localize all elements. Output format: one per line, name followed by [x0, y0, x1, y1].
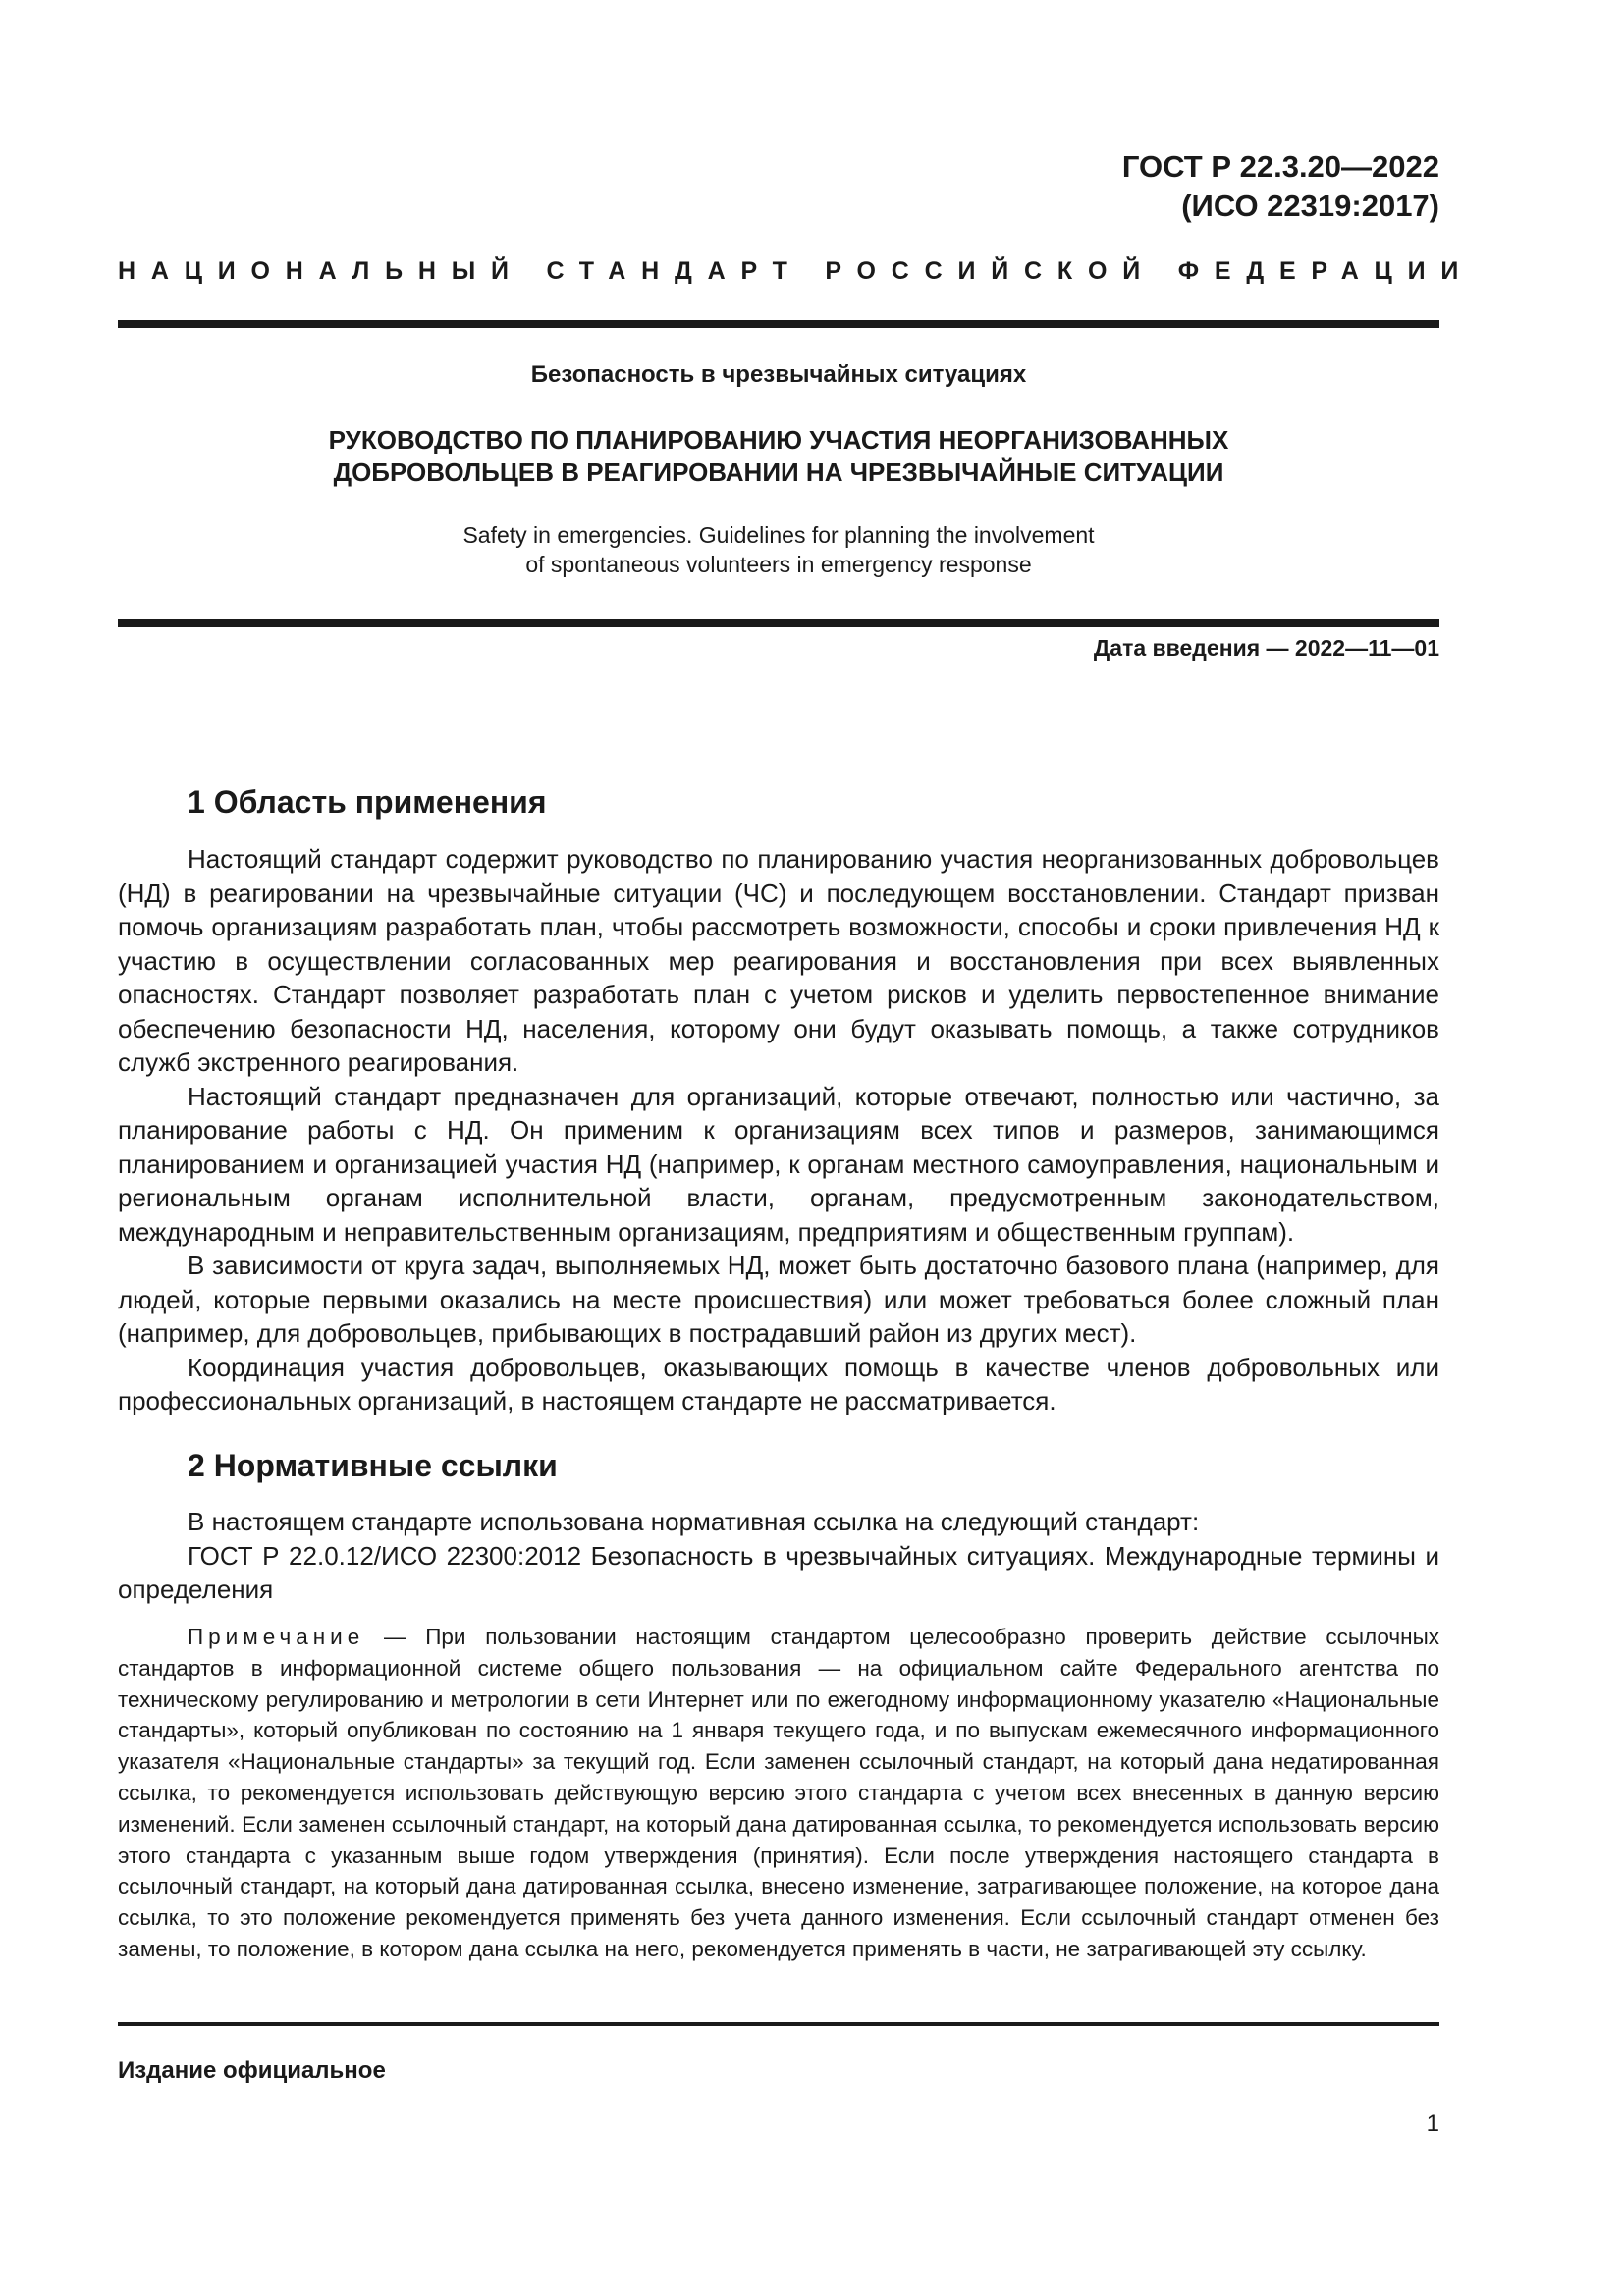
note-text: — При пользовании настоящим стандартом целесообразно проверить действие ссылочных стандартов в информационной системе общего пользования — на официальном сайте Федерального агентства по техническому регулированию и метрологии в сети Интернет или по ежегодному информационному указателю «Национальные стандарты», который опубликован по состоянию на 1 января текущего года, и по выпускам ежемесячного информационного указателя «Национальные стандарты» за текущий год. Если заменен ссылочный стандарт, на который дана недатированная ссылка, то рекомендуется использовать действующую версию этого стандарта с учетом всех внесенных в данную версию изменений. Если заменен ссылочный стандарт, на который дана датированная ссылка, то рекомендуется использовать версию этого стандарта с указанным выше годом утверждения (принятия). Если после утверждения настоящего стандарта в ссылочный стандарт, на который дана датированная ссылка, внесено изменение, затрагивающее положение, на которое дана ссылка, то это положение рекомендуется применять без учета данного изменения. Если ссылочный стандарт отменен без замены, то положение, в котором дана ссылка на него, рекомендуется применять в части, не затрагивающей эту ссылку.: [118, 1625, 1439, 1961]
standard-subject: Безопасность в чрезвычайных ситуациях: [530, 361, 1027, 388]
section-1-body: [118, 842, 1439, 1418]
page-number: 1: [1426, 2110, 1439, 2137]
iso-number: (ИСО 22319:2017): [1181, 188, 1439, 223]
paragraph: В настоящем стандарте использована нормативная ссылка на следующий стандарт:: [188, 1507, 1200, 1536]
note-label: Примечание: [188, 1625, 365, 1649]
document-page: [118, 0, 1475, 2296]
standard-title-ru: [118, 424, 1439, 489]
edition-label: Издание официальное: [118, 2057, 386, 2084]
gost-number: ГОСТ Р 22.3.20—2022: [1121, 149, 1439, 184]
title-en-line: Safety in emergencies. Guidelines for planning the involvement: [462, 522, 1095, 548]
standard-designation: [1122, 147, 1439, 226]
note-paragraph: [118, 1622, 1439, 1965]
standard-title-en: [118, 520, 1439, 579]
title-en-line: of spontaneous volunteers in emergency response: [525, 552, 1032, 577]
paragraph: Координация участия добровольцев, оказывающих помощь в качестве членов добровольных или профессиональных организаций, в настоящем стандарте не рассматривается.: [118, 1352, 1439, 1415]
note: [118, 1622, 1439, 1965]
title-divider: [118, 619, 1439, 627]
section-2-heading: 2 Нормативные ссылки: [188, 1448, 558, 1483]
title-ru-line: РУКОВОДСТВО ПО ПЛАНИРОВАНИЮ УЧАСТИЯ НЕОРГАНИЗОВАННЫХ: [328, 425, 1229, 454]
paragraph: ГОСТ Р 22.0.12/ИСО 22300:2012 Безопасность в чрезвычайных ситуациях. Международные термины и определения: [118, 1540, 1439, 1604]
title-ru-line: ДОБРОВОЛЬЦЕВ В РЕАГИРОВАНИИ НА ЧРЕЗВЫЧАЙНЫЕ СИТУАЦИИ: [333, 457, 1224, 487]
header-divider: [118, 320, 1439, 328]
introduction-date: Дата введения — 2022—11—01: [1093, 635, 1439, 661]
paragraph: Настоящий стандарт предназначен для организаций, которые отвечают, полностью или частично, за планирование работы с НД. Он применим к организациям всех типов и размеров, занимающимся планированием и организацией участия НД (например, к органам местного самоуправления, национальным и региональным органам исполнительной власти, органам, предусмотренным законодательством, международным и неправительственным организациям, предприятиям и общественным группам).: [118, 1081, 1439, 1247]
footer-divider: [118, 2022, 1439, 2026]
national-standard-banner: НАЦИОНАЛЬНЫЙ СТАНДАРТ РОССИЙСКОЙ ФЕДЕРАЦИИ: [118, 257, 1475, 285]
section-2-body: [118, 1505, 1439, 1607]
paragraph: В зависимости от круга задач, выполняемых НД, может быть достаточно базового плана (например, для людей, которые первыми оказались на месте происшествия) или может требоваться более сложный план (например, для добровольцев, прибывающих в пострадавший район из других мест).: [118, 1251, 1439, 1348]
paragraph: Настоящий стандарт содержит руководство по планированию участия неорганизованных добровольцев (НД) в реагировании на чрезвычайные ситуации (ЧС) и последующем восстановлении. Стандарт призван помочь организациям разработать план, чтобы рассмотреть возможности, способы и сроки привлечения НД к участию в осуществлении согласованных мер реагирования и восстановления при всех выявленных опасностях. Стандарт позволяет разработать план с учетом рисков и уделить первостепенное внимание обеспечению безопасности НД, населения, которому они будут оказывать помощь, а также сотрудников служб экстренного реагирования.: [118, 844, 1439, 1077]
section-1-heading: 1 Область применения: [188, 784, 547, 820]
